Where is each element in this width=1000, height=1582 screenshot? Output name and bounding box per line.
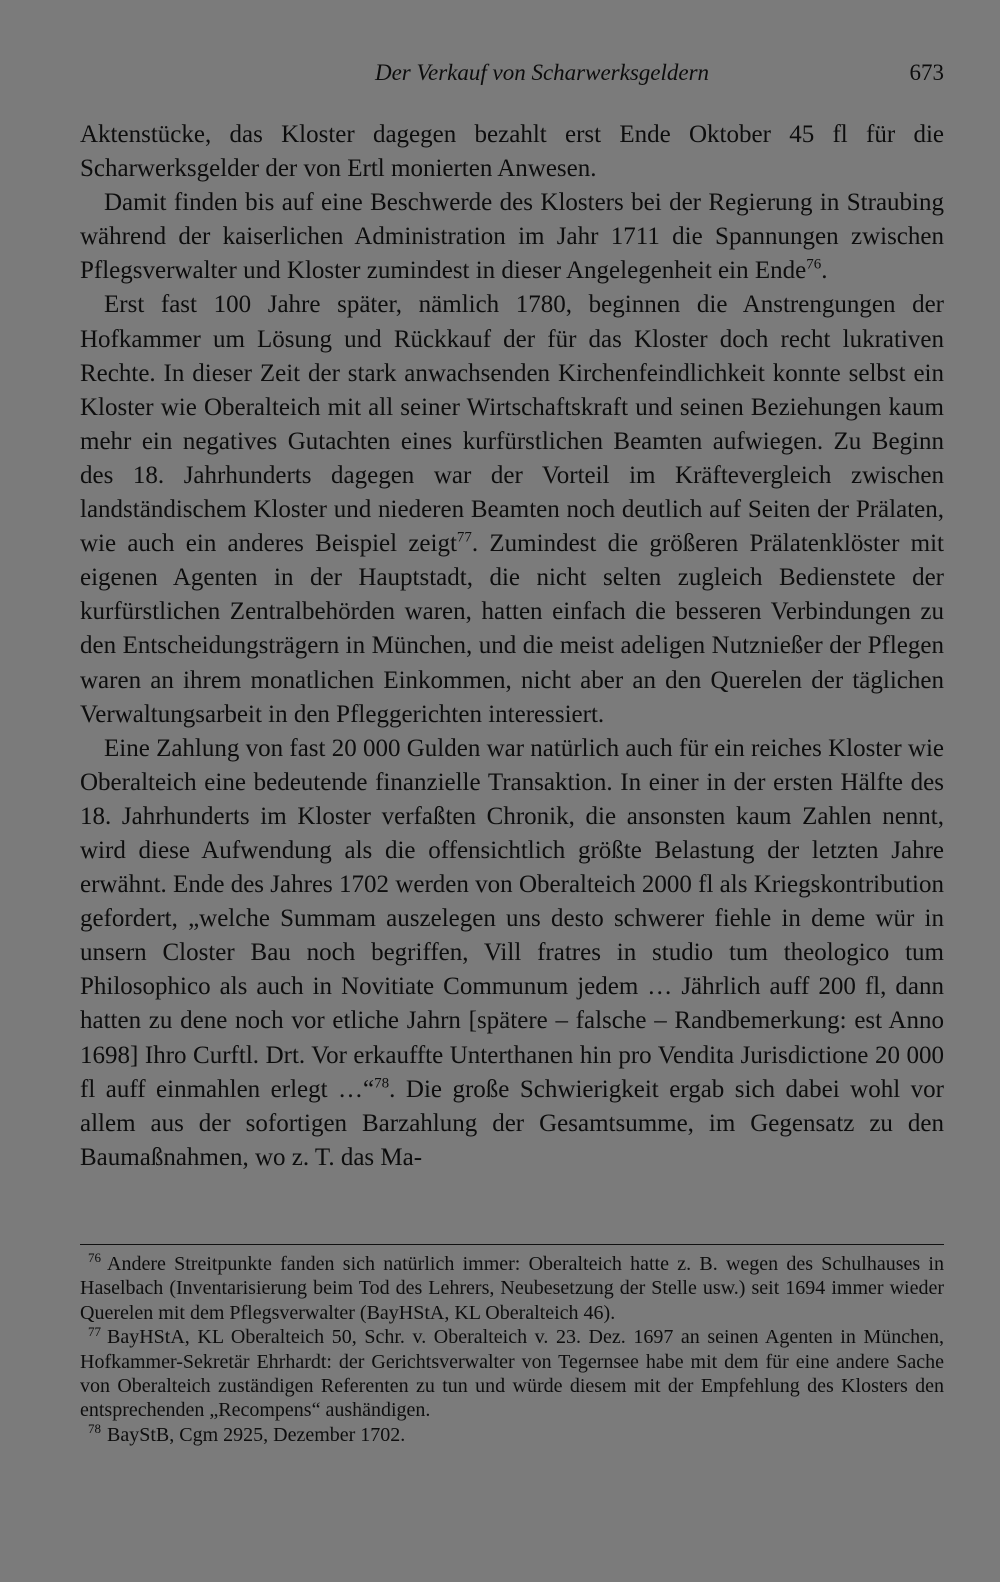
footnote-78: [80, 1423, 944, 1447]
footnote-text: BayHStA, KL Oberalteich 50, Schr. v. Oberalteich v. 23. Dez. 1697 an seinen Agenten in München, Hofkammer-Sekretär Ehrhardt: der Gerichtsverwalter von Tegernsee habe mit dem für eine andere Sache von Oberalteich zuständigen Referenten zu tun und würde diesem mit der Empfehlung des Klosters den entsprechenden „Recompens“ aushändigen.: [80, 1326, 944, 1422]
footnote-number: 78: [88, 1421, 101, 1437]
paragraph-4: [80, 732, 944, 1175]
paragraph-3-text-a: Erst fast 100 Jahre später, nämlich 1780, beginnen die Anstrengungen der Hofkammer um Lösung und Rückkauf der für das Kloster doch recht lukrativen Rechte. In dieser Zeit der stark anwachsenden Kirchenfeindlichkeit konnte selbst ein Kloster wie Oberalteich mit all seiner Wirtschaftskraft und seinen Beziehungen kaum mehr ein negatives Gutachten eines kurfürstlichen Beamten aufwiegen. Zu Beginn des 18. Jahrhunderts dagegen war der Vorteil im Kräftevergleich zwischen landständischem Kloster und niederen Beamten noch deutlich auf Seiten der Prälaten, wie auch ein anderes Beispiel zeigt: [80, 291, 944, 558]
paragraph-2: [80, 186, 944, 288]
body-text: [80, 118, 944, 1175]
paragraph-1: [80, 118, 944, 186]
footnotes: [80, 1252, 944, 1447]
footnote-number: 77: [88, 1323, 101, 1339]
paragraph-4-text-b: . Die große Schwierigkeit ergab sich dabei wohl vor allem aus der sofortigen Barzahlung der Gesamtsumme, im Gegensatz zu den Baumaßnahmen, wo z. T. das Ma-: [80, 1075, 944, 1171]
paragraph-3: [80, 288, 944, 731]
page-header: [80, 58, 944, 94]
page-number: 673: [909, 60, 944, 85]
footnote-divider: [80, 1244, 944, 1245]
running-title: Der Verkauf von Scharwerksgeldern: [374, 60, 710, 85]
footnote-text: BayStB, Cgm 2925, Dezember 1702.: [107, 1423, 406, 1446]
footnote-ref-76[interactable]: 76: [806, 257, 822, 274]
footnote-ref-78[interactable]: 78: [374, 1075, 390, 1092]
paragraph-4-text-a: Eine Zahlung von fast 20 000 Gulden war natürlich auch für ein reiches Kloster wie Oberalteich eine bedeutende finanzielle Transaktion. In einer in der ersten Hälfte des 18. Jahrhunderts im Kloster verfaßten Chronik, die ansonsten kaum Zahlen nennt, wird diese Aufwendung als die offensichtlich größte Belastung der letzten Jahre erwähnt. Ende des Jahres 1702 werden von Oberalteich 2000 fl als Kriegskontribution gefordert, „welche Summam auszelegen uns desto schwerer fiehle in deme wür in unsern Closter Bau noch begriffen, Vill fratres in studio tum theologico tum Philosophico als auch in Novitiate Communum jedem … Jährlich auff 200 fl, dann hatten zu dene noch vor etliche Jahrn [spätere – falsche – Randbemerkung: est Anno 1698] Ihro Curftl. Drt. Vor erkauffte Unterthanen hin pro Vendita Jurisdictione 20 000 fl auff einmahlen erlegt …“: [80, 734, 945, 1103]
paragraph-2-text: Damit finden bis auf eine Beschwerde des Klosters bei der Regierung in Straubing während der kaiserlichen Administration im Jahr 1711 die Spannungen zwischen Pflegsverwalter und Kloster zumindest in dieser Angelegenheit ein Ende: [80, 189, 944, 285]
footnote-76: [80, 1252, 944, 1325]
paragraph-1-text: Aktenstücke, das Kloster dagegen bezahlt erst Ende Oktober 45 fl für die Scharwerksgelder der von Ertl monierten Anwesen.: [80, 121, 944, 183]
footnote-number: 76: [88, 1250, 101, 1266]
footnote-text: Andere Streitpunkte fanden sich natürlich immer: Oberalteich hatte z. B. wegen des Schulhauses in Haselbach (Inventarisierung beim Tod des Lehrers, Neubesetzung der Stelle usw.) seit 1694 immer wieder Querelen mit dem Pflegsverwalter (BayHStA, KL Oberalteich 46).: [80, 1253, 944, 1324]
paragraph-2-end: .: [821, 257, 828, 285]
footnote-77: [80, 1325, 944, 1423]
paragraph-3-text-b: . Zumindest die größeren Prälatenklöster mit eigenen Agenten in der Hauptstadt, die nicht selten zugleich Bedienstete der kurfürstlichen Zentralbehörden waren, hatten einfach die besseren Verbindungen zu den Entscheidungsträgern in München, und die meist adeligen Nutznießer der Pflegen waren an ihrem monatlichen Einkommen, nicht aber an den Querelen der täglichen Verwaltungsarbeit in den Pfleggerichten interessiert.: [80, 530, 944, 728]
footnote-ref-77[interactable]: 77: [456, 529, 472, 546]
